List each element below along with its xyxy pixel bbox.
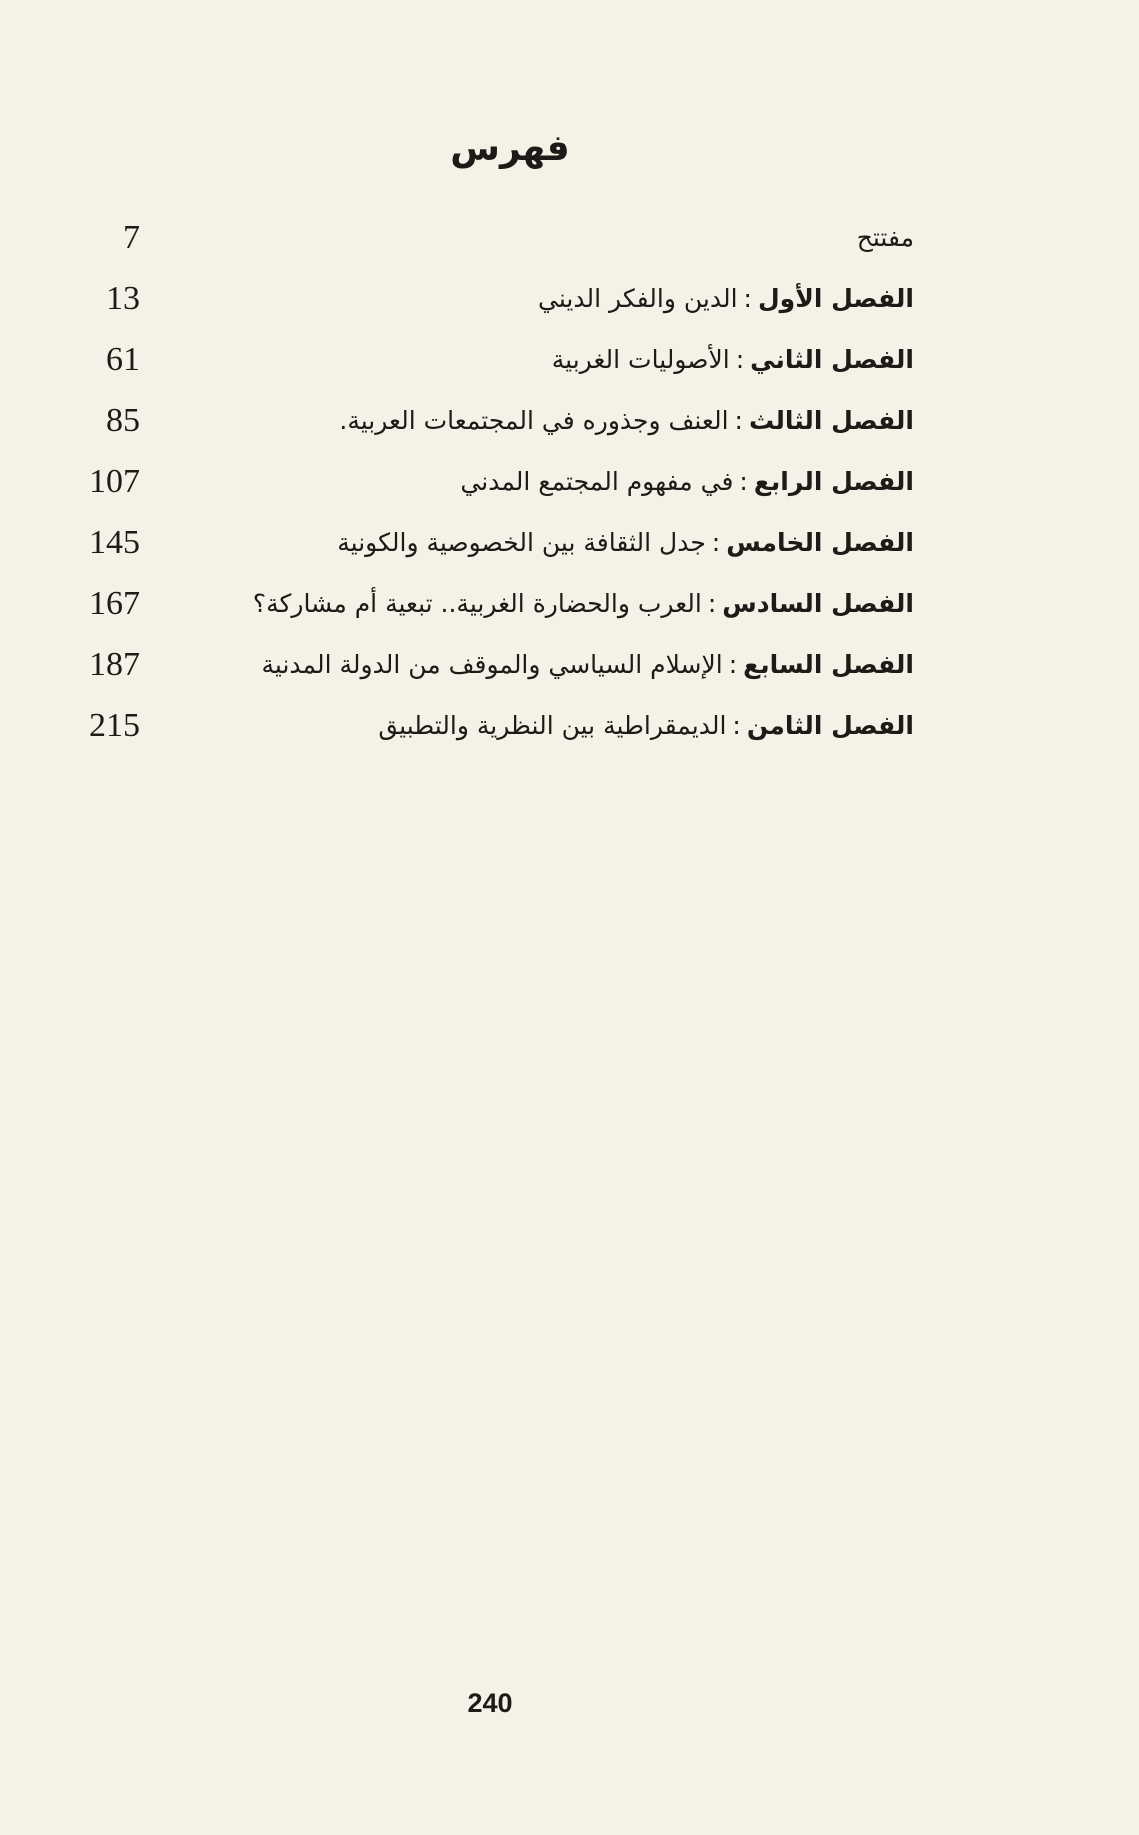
toc-chapter-label: الفصل الأول: [757, 284, 914, 313]
toc-page-number: 61: [106, 341, 140, 378]
toc-entry-title: جدل الثقافة بين الخصوصية والكونية: [337, 528, 706, 557]
toc-chapter-label: الفصل الخامس: [726, 528, 914, 557]
toc-row-chapter-3: [60, 396, 914, 457]
toc-row-chapter-7: [60, 640, 914, 701]
toc-entry-title: الدين والفكر الديني: [538, 284, 738, 313]
toc-chapter-label: الفصل السابع: [743, 650, 914, 679]
toc-entry-title: مفتتح: [856, 223, 914, 252]
toc-separator: :: [743, 284, 752, 313]
toc-entry-title: الديمقراطية بين النظرية والتطبيق: [378, 711, 727, 740]
toc-page-number: 145: [89, 524, 140, 561]
toc-separator: :: [711, 528, 721, 557]
toc-page-number: 187: [89, 646, 140, 683]
toc-row-chapter-6: [60, 579, 914, 640]
toc-separator: :: [739, 467, 748, 496]
toc-separator: :: [732, 711, 741, 740]
toc-entry: [552, 335, 914, 385]
toc-chapter-label: الفصل الرابع: [753, 467, 914, 496]
toc-entry: [337, 518, 914, 568]
toc-entry: [460, 457, 914, 507]
toc-row-chapter-1: [60, 274, 914, 335]
toc-row-chapter-2: [60, 335, 914, 396]
toc-entry-title: الإسلام السياسي والموقف من الدولة المدنية: [261, 650, 723, 679]
toc-chapter-label: الفصل الثاني: [750, 345, 914, 374]
toc-page-number: 215: [89, 707, 140, 744]
toc-page-number: 85: [106, 402, 140, 439]
toc-entry: [857, 213, 914, 263]
toc-row-chapter-8: [60, 701, 914, 762]
toc-entry: [262, 640, 914, 690]
toc-separator: :: [707, 589, 717, 618]
toc-row-chapter-4: [60, 457, 914, 518]
toc-row-opening: [60, 213, 914, 274]
toc-chapter-label: الفصل الثامن: [746, 711, 914, 740]
toc-row-chapter-5: [60, 518, 914, 579]
toc-page-number: 107: [89, 463, 140, 500]
toc-chapter-label: الفصل السادس: [722, 589, 914, 618]
toc-separator: :: [728, 650, 738, 679]
table-of-contents: [60, 213, 914, 762]
toc-entry: [339, 396, 914, 446]
toc-page-number: 167: [89, 585, 140, 622]
toc-separator: :: [735, 345, 745, 374]
page-number: 240: [467, 1688, 513, 1718]
toc-page-number: 13: [106, 280, 140, 317]
toc-entry-title: الأصوليات الغربية: [551, 345, 730, 374]
toc-entry-title: في مفهوم المجتمع المدني: [460, 467, 734, 496]
toc-entry: [538, 274, 914, 324]
page-title: فهرس: [450, 128, 570, 169]
toc-page-number: 7: [123, 219, 140, 256]
toc-entry-title: العرب والحضارة الغربية.. تبعية أم مشاركة؟: [252, 589, 702, 618]
toc-entry: [378, 701, 914, 751]
toc-entry-title: العنف وجذوره في المجتمعات العربية.: [339, 406, 729, 435]
toc-chapter-label: الفصل الثالث: [748, 406, 914, 435]
toc-entry: [253, 579, 914, 629]
toc-separator: :: [734, 406, 743, 435]
